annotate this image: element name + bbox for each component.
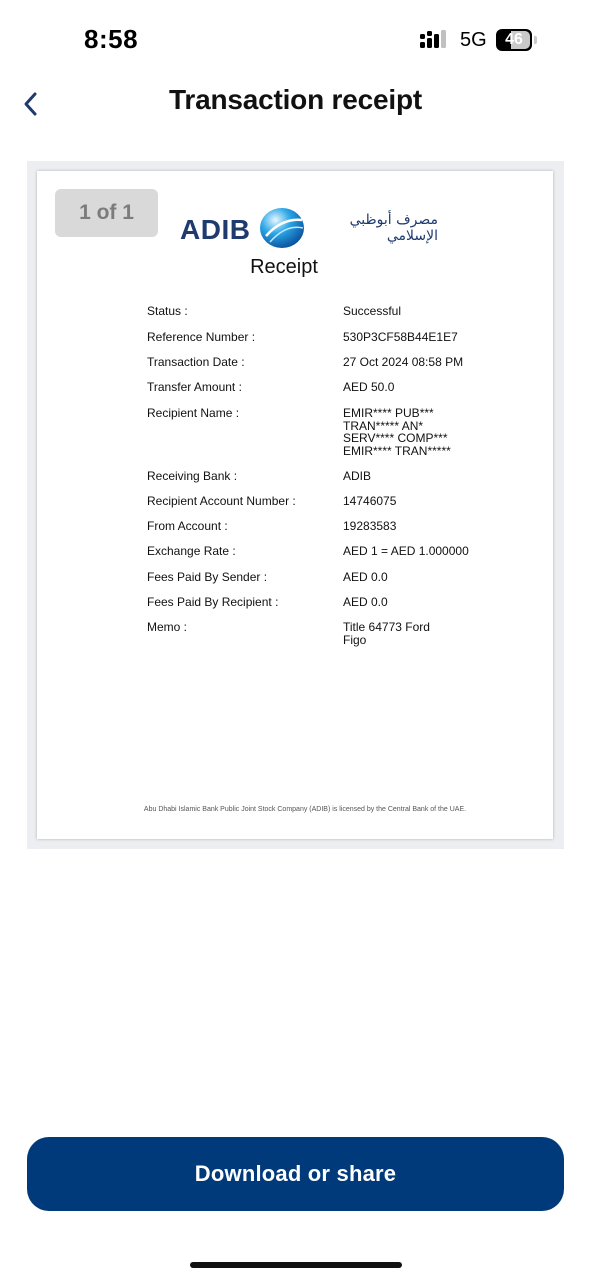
adib-globe-icon <box>258 206 306 250</box>
home-indicator <box>190 1262 402 1268</box>
battery-nub <box>534 36 537 44</box>
detail-label: Recipient Name : <box>147 406 240 420</box>
network-type: 5G <box>460 29 487 51</box>
detail-value: AED 1 = AED 1.000000 <box>343 544 469 558</box>
detail-value: AED 50.0 <box>343 380 395 394</box>
detail-label: Transfer Amount : <box>147 380 242 394</box>
signal-icon <box>420 30 450 50</box>
detail-label: Status : <box>147 304 188 318</box>
battery-level: 46 <box>505 31 523 48</box>
detail-value: Successful <box>343 304 402 318</box>
receipt-heading: Receipt <box>250 256 318 278</box>
detail-value: Title 64773 Ford Figo <box>343 620 430 647</box>
detail-label: Fees Paid By Recipient : <box>147 595 279 609</box>
detail-label: Receiving Bank : <box>147 469 238 483</box>
detail-label: Memo : <box>147 620 188 634</box>
detail-value: EMIR**** PUB*** TRAN***** AN* SERV**** COMP*** EMIR**** TRAN***** <box>343 406 451 458</box>
download-share-button[interactable]: Download or share <box>27 1137 564 1211</box>
license-footer: Abu Dhabi Islamic Bank Public Joint Stock Company (ADIB) is licensed by the Central Bank of the UAE. <box>143 806 467 813</box>
detail-label: Reference Number : <box>147 330 256 344</box>
detail-label: Transaction Date : <box>147 355 245 369</box>
detail-label: Fees Paid By Sender : <box>147 570 268 584</box>
logo-arabic-line1: مصرف أبوظبي <box>349 212 438 228</box>
logo-arabic-text <box>314 212 438 244</box>
logo-wordmark: ADIB <box>180 214 251 245</box>
detail-value: 27 Oct 2024 08:58 PM <box>343 355 464 369</box>
detail-label: From Account : <box>147 519 228 533</box>
status-bar <box>0 0 591 80</box>
page-title: Transaction receipt <box>169 84 422 115</box>
detail-value: 14746075 <box>343 494 397 508</box>
detail-value: 530P3CF58B44E1E7 <box>343 330 458 344</box>
battery-icon <box>496 29 532 51</box>
logo-arabic-line2: الإسلامي <box>386 228 438 244</box>
adib-logo <box>180 206 440 250</box>
detail-label: Recipient Account Number : <box>147 494 296 508</box>
detail-label: Exchange Rate : <box>147 544 236 558</box>
page-counter: 1 of 1 <box>55 189 158 237</box>
status-time: 8:58 <box>84 24 139 54</box>
detail-value: ADIB <box>343 469 372 483</box>
detail-value: AED 0.0 <box>343 570 388 584</box>
detail-value: 19283583 <box>343 519 397 533</box>
detail-value: AED 0.0 <box>343 595 388 609</box>
